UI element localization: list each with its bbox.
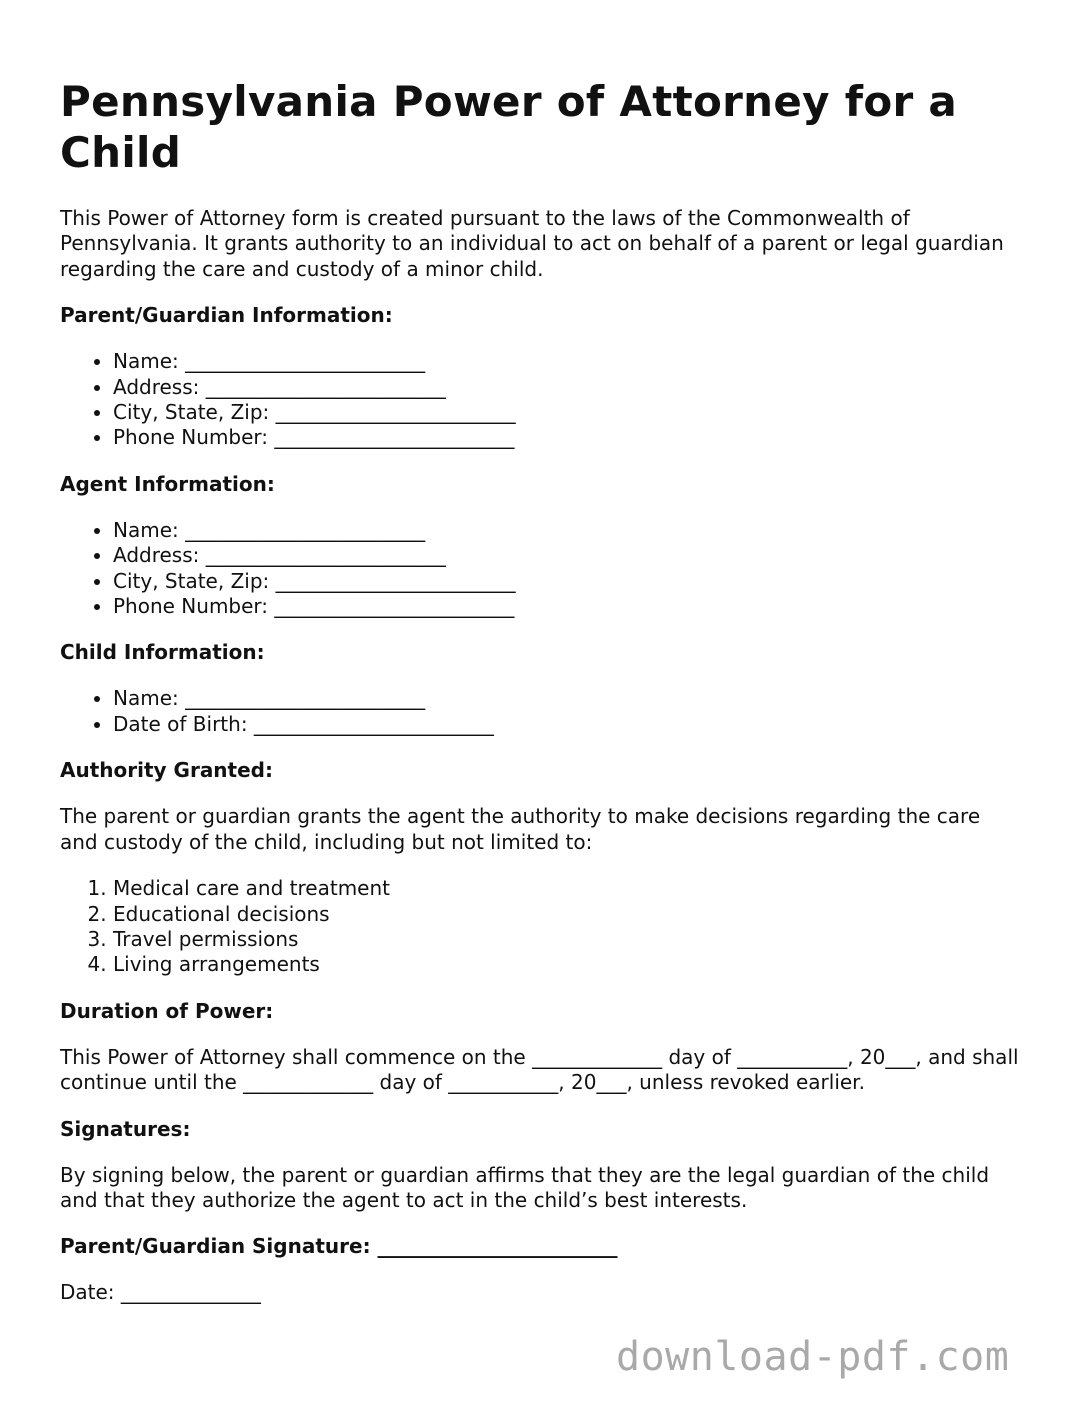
child-dob-field: • Date of Birth: ________________________ <box>113 712 1020 737</box>
agent-info-heading: Agent Information: <box>60 471 275 496</box>
date-line: Date: ______________ <box>60 1280 261 1305</box>
duration-heading: Duration of Power: <box>60 998 274 1023</box>
agent-city-field: • City, State, Zip: ________________________ <box>113 569 1020 594</box>
duration-paragraph: This Power of Attorney shall commence on the _____________ day of ___________, 20___, and shall continue until the _____________ day of ___________, 20___, unless revoked earlier. <box>60 1044 1019 1095</box>
parent-info-list <box>60 349 1020 451</box>
authority-item: 3. Travel permissions <box>113 927 1020 952</box>
parent-name-field: • Name: ________________________ <box>113 349 1020 374</box>
authority-list <box>60 876 1020 978</box>
authority-item: 1. Medical care and treatment <box>113 876 1020 901</box>
agent-info-list <box>60 518 1020 620</box>
document-page <box>60 76 1020 1327</box>
watermark-text: download-pdf.com <box>616 1334 1010 1380</box>
agent-phone-field: • Phone Number: ________________________ <box>113 594 1020 619</box>
parent-phone-field: • Phone Number: ________________________ <box>113 425 1020 450</box>
child-info-heading: Child Information: <box>60 640 265 665</box>
parent-address-field: • Address: ________________________ <box>113 375 1020 400</box>
authority-item: 4. Living arrangements <box>113 952 1020 977</box>
child-info-list <box>60 686 1020 737</box>
authority-heading: Authority Granted: <box>60 758 273 783</box>
child-name-field: • Name: ________________________ <box>113 686 1020 711</box>
parent-city-field: • City, State, Zip: ________________________ <box>113 400 1020 425</box>
document-title: Pennsylvania Power of Attorney for a Child <box>60 77 958 177</box>
intro-paragraph: This Power of Attorney form is created pursuant to the laws of the Commonwealth of Pennsylvania. It grants authority to an individual to act on behalf of a parent or legal guardian regarding the care and custody of a minor child. <box>60 206 1004 281</box>
authority-paragraph: The parent or guardian grants the agent the authority to make decisions regarding the care and custody of the child, including but not limited to: <box>60 804 981 854</box>
parent-signature-line: Parent/Guardian Signature: ________________________ <box>60 1234 618 1259</box>
authority-item: 2. Educational decisions <box>113 902 1020 927</box>
parent-info-heading: Parent/Guardian Information: <box>60 303 393 328</box>
signatures-paragraph: By signing below, the parent or guardian affirms that they are the legal guardian of the child and that they authorize the agent to act in the child’s best interests. <box>60 1162 990 1212</box>
agent-address-field: • Address: ________________________ <box>113 543 1020 568</box>
signatures-heading: Signatures: <box>60 1116 191 1141</box>
agent-name-field: • Name: ________________________ <box>113 518 1020 543</box>
